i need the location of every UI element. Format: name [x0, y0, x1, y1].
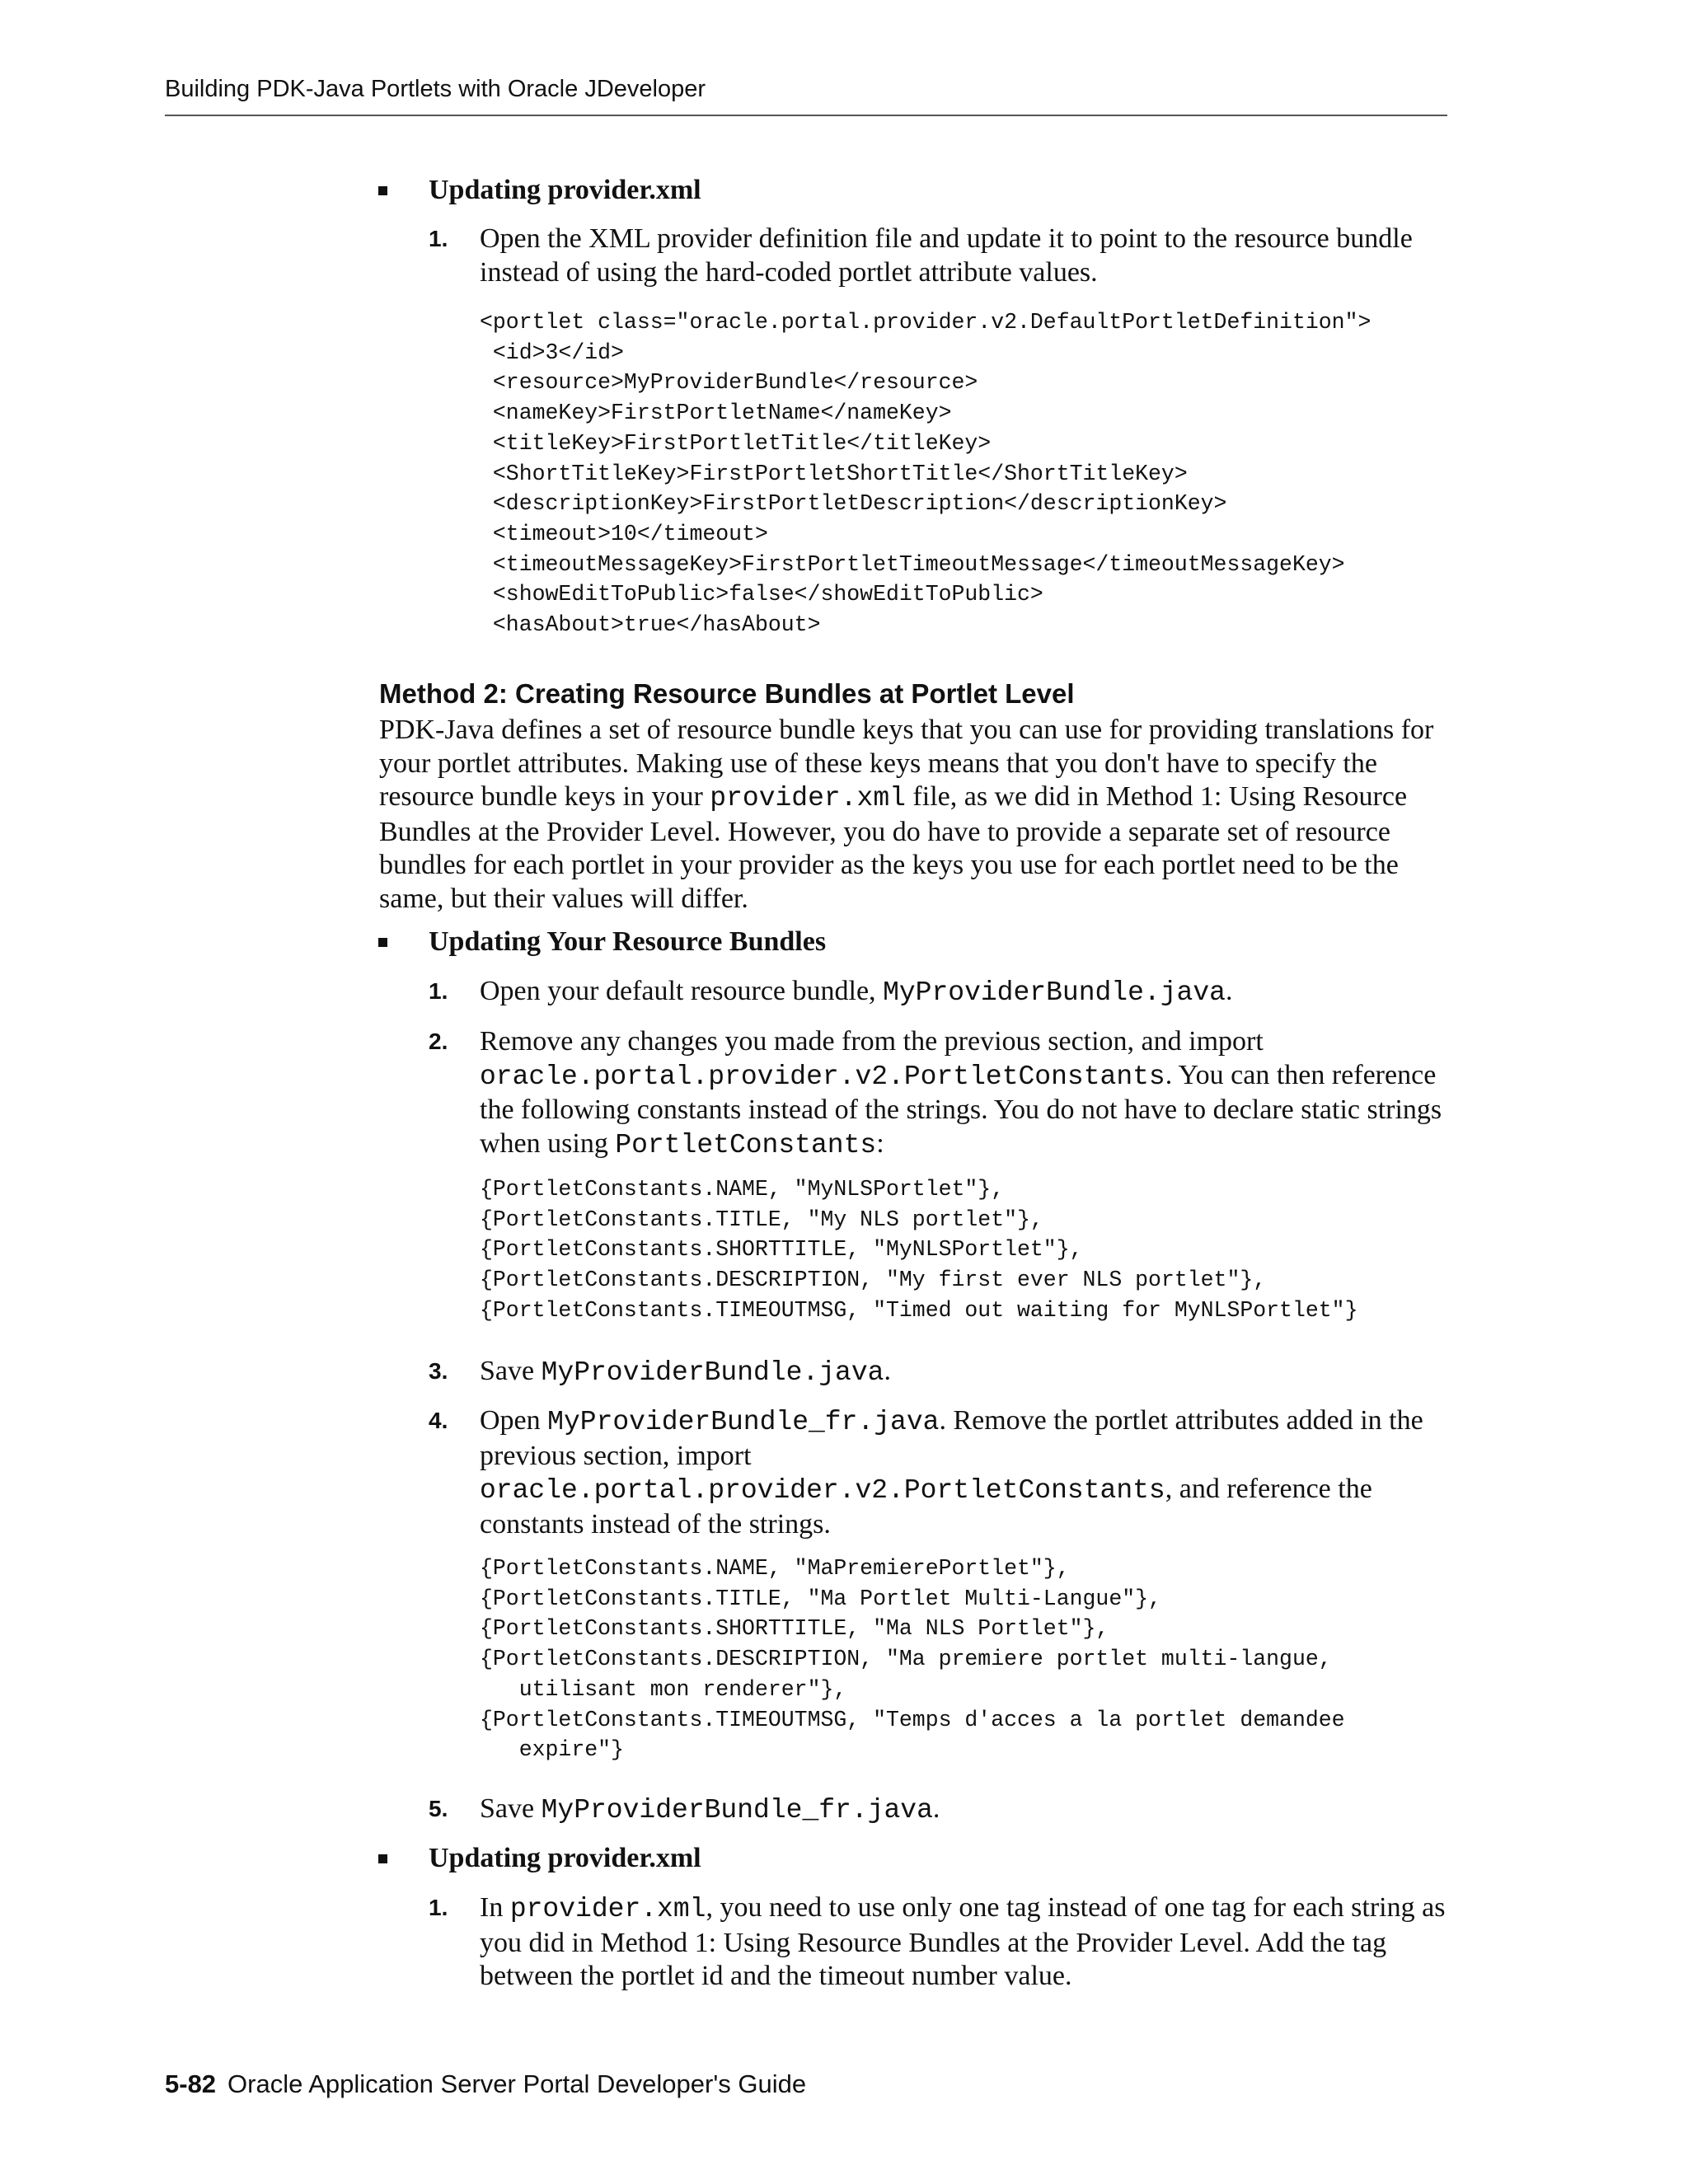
step-text-part: : [876, 1127, 884, 1159]
step-text-part: Remove any changes you made from the previous section, and import [480, 1026, 1264, 1057]
step-text-part: Open your default resource bundle, [480, 976, 884, 1006]
step-text-part: , and reference the constants instead of the strings. [480, 1474, 1372, 1540]
step-number: 5. [429, 1796, 448, 1821]
step-text-part: Open [480, 1405, 548, 1436]
step-text-part: Save [480, 1356, 542, 1386]
step-text [480, 1404, 1452, 1541]
step-text-part: . [884, 1356, 891, 1386]
step-number: 1. [429, 226, 448, 251]
step-text [480, 975, 1452, 1010]
step-number: 1. [429, 1895, 448, 1920]
bullet-heading-updating-resource-bundles: Updating Your Resource Bundles [429, 926, 827, 957]
page-footer [165, 2069, 806, 2099]
bullet-marker [378, 1854, 387, 1863]
section-heading: Method 2: Creating Resource Bundles at Portlet Level [379, 678, 1075, 709]
inline-code: MyProviderBundle.java [541, 1357, 884, 1388]
step-number: 3. [429, 1358, 448, 1384]
step-text [480, 1025, 1452, 1162]
running-header: Building PDK-Java Portlets with Oracle JDeveloper [165, 76, 706, 102]
code-block-provider-xml: <portlet class="oracle.portal.provider.v2.DefaultPortletDefinition"> <id>3</id> <resource>MyProviderBundle</resource> <nameKey>FirstPortletName</nameKey> <titleKey>FirstPortletTitle</titleKey> <ShortTitleKey>FirstPortletShortTitle</ShortTitleKey> <descriptionKey>FirstPortletDescription</descriptionKey> <timeout>10</timeout> <timeoutMessageKey>FirstPortletTimeoutMessage</timeoutMessageKey> <showEditToPublic>false</showEditToPublic> <hasAbout>true</hasAbout> [480, 310, 1372, 638]
step-text [480, 1891, 1452, 1994]
bullet-heading-updating-provider-xml: Updating provider.xml [429, 175, 701, 205]
step-text [480, 1355, 1452, 1390]
inline-code: MyProviderBundle.java [883, 977, 1226, 1008]
section-paragraph [379, 714, 1451, 916]
header-rule [165, 115, 1447, 116]
inline-code: provider.xml [710, 783, 906, 813]
bullet-heading-updating-provider-xml-2: Updating provider.xml [429, 1843, 701, 1873]
bullet-marker [378, 938, 387, 947]
step-text-part: . [1225, 976, 1233, 1006]
book-title: Oracle Application Server Portal Developer's Guide [227, 2069, 807, 2098]
code-block-french-constants: {PortletConstants.NAME, "MaPremierePortlet"}, {PortletConstants.TITLE, "Ma Portlet Multi-Langue"}, {PortletConstants.SHORTTITLE, "Ma NLS Portlet"}, {PortletConstants.DESCRIPTION, "Ma premiere portlet multi-langue, utilisant mon renderer"}, {PortletConstants.TIMEOUTMSG, "Temps d'acces a la portlet demandee expire"} [480, 1556, 1345, 1763]
paragraph-text: file, as we did in Method 1: Using Resource Bundles at the Provider Level. However, you do have to provide a separate set of resource bundles for each portlet in your provider as the keys you use for each portlet need to be the same, but their values will differ. [379, 781, 1408, 914]
step-text-part: . Remove the portlet attributes added in the previous section, import [480, 1405, 1423, 1471]
inline-code: oracle.portal.provider.v2.PortletConstants [480, 1061, 1165, 1092]
step-text: Open the XML provider definition file and update it to point to the resource bundle instead of using the hard-coded portlet attribute values. [480, 223, 1413, 288]
step-text-part: . [932, 1793, 940, 1824]
inline-code: MyProviderBundle_fr.java [541, 1795, 933, 1825]
step-text-part: Save [480, 1793, 542, 1824]
code-block-english-constants: {PortletConstants.NAME, "MyNLSPortlet"}, {PortletConstants.TITLE, "My NLS portlet"}, {PortletConstants.SHORTTITLE, "MyNLSPortlet"}, {PortletConstants.DESCRIPTION, "My first ever NLS portlet"}, {PortletConstants.TIMEOUTMSG, "Timed out waiting for MyNLSPortlet"} [480, 1177, 1358, 1323]
step-text [480, 1793, 1452, 1828]
step-text-part: In [480, 1892, 510, 1923]
inline-code: MyProviderBundle_fr.java [547, 1407, 940, 1437]
paragraph-text: PDK-Java defines a set of resource bundle keys that you can use for providing translations for your portlet attributes. Making use of these keys means that you don't have to specify the resource bundle keys in your [379, 715, 1434, 812]
bullet-marker [378, 186, 387, 195]
step-text-part: , you need to use only one tag instead of one tag for each string as you did in Method 1: Using Resource Bundles at the Provider Level. Add the tag between the portlet id and the timeout number value. [480, 1892, 1446, 1991]
inline-code: PortletConstants [615, 1129, 877, 1160]
step-text-part: . You can then reference the following constants instead of the strings. You do not have to declare static strings when using [480, 1059, 1442, 1159]
step-number: 2. [429, 1029, 448, 1054]
step-number: 1. [429, 978, 448, 1004]
inline-code: oracle.portal.provider.v2.PortletConstants [480, 1475, 1165, 1506]
step-number: 4. [429, 1408, 448, 1433]
inline-code: provider.xml [509, 1894, 706, 1924]
page-number: 5-82 [165, 2069, 217, 2098]
